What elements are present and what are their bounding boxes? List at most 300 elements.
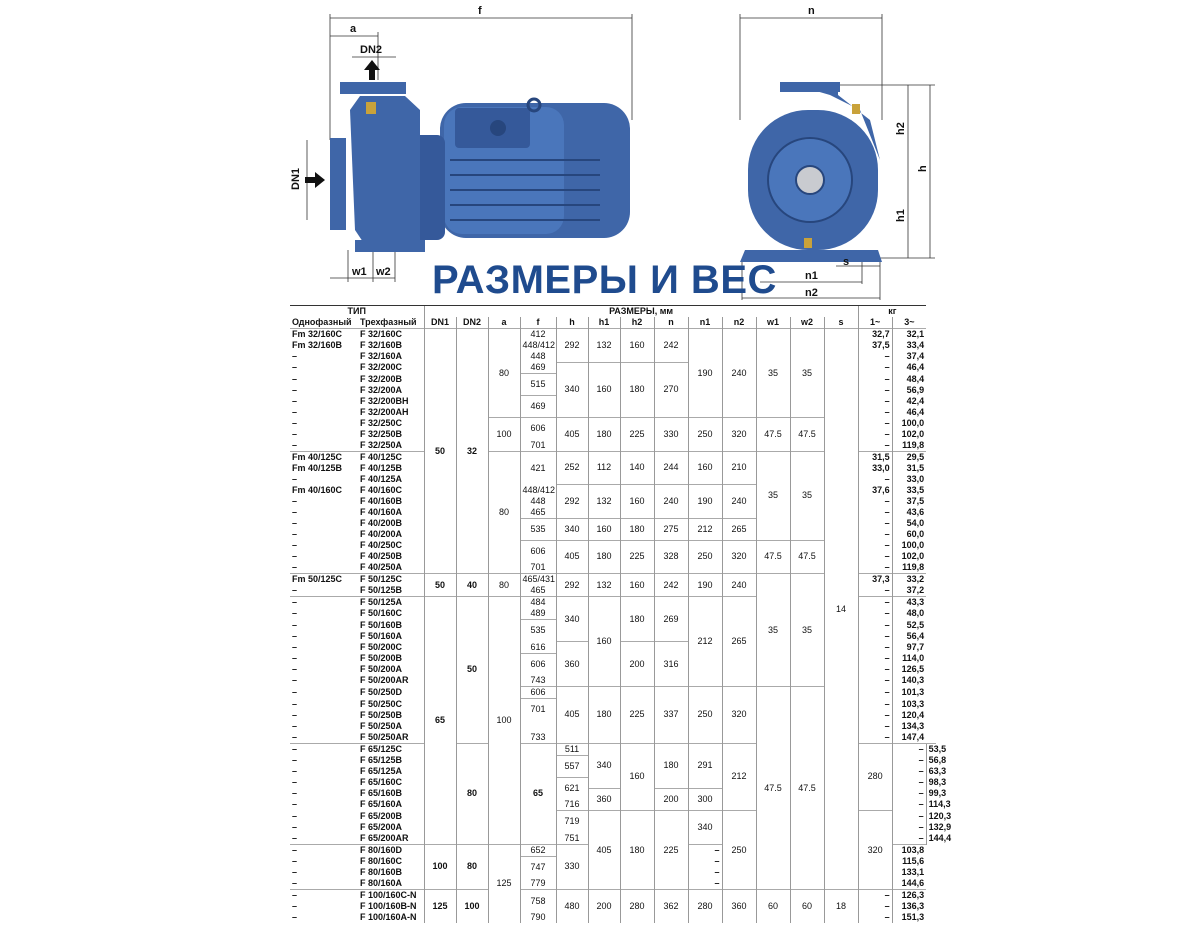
table-cell-merged: 47.5 [756,687,790,890]
table-cell-merged: 405 [556,687,588,744]
table-cell-merged: 180 [654,743,688,788]
weight-three-phase: 29,5 [892,451,926,463]
weight-single-phase: – [892,799,926,811]
weight-single-phase: – [688,856,722,867]
weight-three-phase: 56,4 [892,631,926,642]
model-single-phase: – [292,506,298,517]
table-cell-merged: 160 [620,485,654,519]
group-header-dims: РАЗМЕРЫ, мм [424,306,858,318]
model-single-phase: – [290,844,358,856]
table-cell-merged: 80 [488,329,520,418]
model-three-phase: F 50/250B [360,709,403,720]
model-single-phase: – [292,551,298,561]
model-single-phase: – [292,664,298,674]
model-three-phase: F 32/200AH [360,406,409,417]
model-three-phase: F 40/125B [360,462,403,473]
table-cell-merged: 40 [456,574,488,597]
col-header: DN2 [456,317,488,329]
table-cell-merged: 606 [520,540,556,562]
weight-three-phase: 37,2 [892,585,926,597]
weight-single-phase: – [858,675,892,687]
weight-three-phase: 102,0 [892,551,926,562]
table-cell-merged: 200 [620,642,654,687]
weight-single-phase: – [858,620,892,631]
label-f: f [478,5,482,17]
label-n: n [808,5,815,17]
table-cell-merged: 47.5 [790,418,824,452]
table-cell-merged: 621 [556,777,588,799]
table-cell-merged: 50 [424,329,456,574]
model-single-phase: – [292,687,298,697]
weight-three-phase: 43,6 [892,507,926,519]
weight-three-phase: 120,4 [892,710,926,721]
model-three-phase: F 80/160B [360,867,403,877]
cell-f: 743 [520,675,556,687]
weight-three-phase: 37,4 [892,351,926,362]
model-three-phase: F 40/160A [360,506,403,517]
weight-three-phase: 98,3 [926,777,936,788]
weight-three-phase: 103,8 [892,844,926,856]
table-cell-merged: 132 [588,329,620,363]
table-cell-merged: 421 [520,451,556,485]
weight-single-phase: – [858,585,892,597]
model-three-phase: F 65/125C [358,743,424,755]
model-single-phase: – [292,799,298,810]
model-single-phase: – [290,890,358,902]
model-three-phase: F 65/160A [360,799,403,810]
table-cell-merged: 405 [556,540,588,574]
table-cell-merged: 250 [688,687,722,744]
table-cell-merged: 65 [520,743,556,844]
table-cell-merged: 250 [722,811,756,890]
model-single-phase: Fm 40/160C [292,484,343,495]
cell-f: 779 [520,878,556,890]
table-cell-merged: 291 [688,743,722,788]
cell-f: 716 [556,799,588,811]
col-header: a [488,317,520,329]
col-header: f [520,317,556,329]
weight-single-phase: 31,5 [858,451,892,463]
model-single-phase: – [292,766,298,776]
cell-f: 448 [520,351,556,362]
weight-single-phase: – [858,496,892,507]
model-single-phase: – [292,777,298,787]
cell-f: 448 [520,496,556,507]
table-cell-merged: 47.5 [790,540,824,574]
table-cell-merged: 160 [588,518,620,540]
model-single-phase: – [292,878,298,888]
label-dn2: DN2 [360,44,383,56]
model-three-phase: F 50/200A [360,664,403,674]
weight-single-phase: – [858,732,892,744]
model-three-phase: F 50/250AR [360,731,409,742]
weight-three-phase: 56,8 [926,755,936,766]
table-cell-merged: 535 [520,518,556,540]
group-header-weight: кг [858,306,926,318]
table-cell-merged: 60 [790,890,824,924]
table-cell-merged: 606 [520,687,556,699]
model-single-phase: – [292,518,298,528]
model-three-phase: F 100/160A-N [360,912,417,922]
col-header: DN1 [424,317,456,329]
cell-f: 489 [520,608,556,620]
weight-single-phase: – [858,518,892,529]
table-cell-merged: 47.5 [756,540,790,574]
table-cell-merged: 270 [654,362,688,418]
model-three-phase: F 50/200AR [360,675,409,686]
weight-single-phase: – [892,777,926,788]
weight-single-phase: – [892,755,926,766]
weight-single-phase: – [858,631,892,642]
cell-f: 701 [520,440,556,452]
model-single-phase: – [292,384,298,395]
model-three-phase: F 50/250D [360,687,403,697]
model-single-phase: – [292,675,298,686]
model-single-phase: – [292,709,298,720]
model-three-phase: F 65/160C [360,777,403,787]
weight-single-phase: – [688,878,722,890]
weight-single-phase: – [858,562,892,574]
weight-three-phase: 33,2 [892,574,926,586]
table-cell-merged: 80 [456,844,488,890]
table-cell-merged: 80 [488,451,520,574]
model-single-phase: – [292,755,298,765]
table-cell-merged: 747 [520,856,556,878]
table-cell-merged: 480 [556,890,588,924]
table-cell-merged: 180 [620,362,654,418]
table-cell-merged: 360 [588,788,620,811]
model-three-phase: F 32/160C [358,329,424,341]
model-three-phase: F 80/160D [358,844,424,856]
table-cell-merged: 190 [688,574,722,597]
label-a: a [350,23,357,35]
weight-three-phase: 33,0 [892,474,926,485]
col-header: h1 [588,317,620,329]
model-single-phase: Fm 32/160B [292,340,343,350]
model-three-phase: F 32/250A [360,439,403,450]
model-three-phase: F 50/160A [360,630,403,641]
group-header-type: ТИП [290,306,424,318]
model-three-phase: F 100/160B-N [360,901,417,911]
col-header: 3~ [892,317,926,329]
model-single-phase: Fm 32/160C [290,329,358,341]
table-cell-merged: 35 [756,329,790,418]
weight-single-phase: – [858,699,892,710]
table-cell-merged: 240 [722,329,756,418]
model-three-phase: F 50/200B [360,653,403,663]
model-single-phase: Fm 40/125B [292,462,343,473]
weight-single-phase: – [688,867,722,878]
weight-three-phase: 134,3 [892,721,926,732]
weight-three-phase: 144,6 [892,878,926,890]
model-single-phase: – [292,912,298,922]
col-header: w2 [790,317,824,329]
col-header: 1~ [858,317,892,329]
table-cell-merged: 405 [588,811,620,890]
weight-single-phase: – [858,385,892,396]
col-header: s [824,317,858,329]
table-cell-merged: 18 [824,890,858,924]
table-cell-merged: 405 [556,418,588,452]
cell-f: 412 [520,329,556,341]
table-cell-merged: 340 [556,362,588,418]
cell-f: 465 [520,507,556,519]
table-cell-merged: 132 [588,574,620,597]
weight-three-phase: 115,6 [892,856,926,867]
model-single-phase: – [292,901,298,911]
weight-three-phase: 32,1 [892,329,926,341]
cell-f: 465/431 [520,574,556,586]
table-cell-merged: 242 [654,329,688,363]
label-s: s [843,256,850,268]
model-single-phase: – [292,428,298,439]
table-cell-merged: 606 [520,653,556,675]
table-cell-merged: 250 [688,418,722,452]
cell-f [520,721,556,732]
cell-f: 469 [520,362,556,374]
table-cell-merged: 515 [520,374,556,396]
table-cell-merged: 535 [520,620,556,642]
weight-single-phase: – [858,664,892,675]
model-three-phase: F 40/125C [358,451,424,463]
label-dn1: DN1 [290,167,302,190]
table-cell-merged: 360 [722,890,756,924]
table-cell-merged: 320 [722,540,756,574]
weight-three-phase: 114,3 [926,799,936,811]
weight-single-phase: – [858,890,892,902]
weight-single-phase: – [858,440,892,452]
weight-single-phase: – [858,653,892,664]
weight-single-phase: – [858,687,892,699]
weight-three-phase: 114,0 [892,653,926,664]
table-cell-merged: 80 [456,743,488,844]
cell-f: 484 [520,597,556,609]
model-single-phase: – [292,406,298,417]
table-cell-merged: 320 [858,811,892,890]
model-single-phase: – [292,867,298,877]
weight-single-phase: 37,3 [858,574,892,586]
table-cell-merged: 212 [688,518,722,540]
model-three-phase: F 50/250A [360,720,403,731]
model-three-phase: F 32/200B [360,373,403,384]
col-header: Трехфазный [360,317,417,327]
model-three-phase: F 50/160B [360,619,403,630]
weight-single-phase: 33,0 [858,463,892,474]
table-cell-merged: 252 [556,451,588,485]
model-three-phase: F 50/250C [360,698,403,709]
model-single-phase: – [290,743,358,755]
table-cell-merged: 225 [620,540,654,574]
model-single-phase: – [292,641,298,652]
weight-three-phase: 126,5 [892,664,926,675]
table-cell-merged: 240 [722,485,756,519]
table-cell-merged: 100 [488,597,520,845]
table-cell-merged: 240 [654,485,688,519]
weight-three-phase: 31,5 [892,463,926,474]
model-single-phase: – [292,608,298,619]
model-three-phase: F 32/250B [360,428,403,439]
label-h: h [917,165,929,172]
table-cell-merged: 265 [722,518,756,540]
model-single-phase: – [292,585,298,595]
weight-three-phase: 46,4 [892,407,926,418]
table-cell-merged: 47.5 [756,418,790,452]
table-cell-merged: 225 [654,811,688,890]
weight-three-phase: 120,3 [926,811,936,822]
label-n1: n1 [805,270,818,282]
label-w1: w1 [352,266,367,278]
weight-single-phase: 37,6 [858,485,892,496]
model-three-phase: F 65/160B [360,788,403,798]
weight-three-phase: 100,0 [892,418,926,429]
model-single-phase: – [292,362,298,373]
model-three-phase: F 40/250C [360,540,403,550]
weight-single-phase: 32,7 [858,329,892,341]
table-cell-merged: 212 [688,597,722,687]
model-single-phase: – [290,597,358,609]
weight-single-phase: – [858,429,892,440]
weight-single-phase: – [858,710,892,721]
weight-three-phase: 48,4 [892,374,926,385]
table-cell-merged: 200 [654,788,688,811]
table-cell-merged: 200 [588,890,620,924]
table-cell-merged: 180 [588,540,620,574]
table-cell-merged: 180 [620,811,654,890]
table-cell-merged: 65 [424,597,456,845]
weight-three-phase: 119,8 [892,440,926,452]
table-cell-merged: 340 [588,743,620,788]
weight-single-phase: – [858,608,892,620]
label-h1: h1 [895,209,907,222]
table-row [290,890,936,902]
weight-three-phase: 97,7 [892,642,926,654]
model-three-phase: F 50/125A [358,597,424,609]
weight-three-phase: 133,1 [892,867,926,878]
table-row [290,329,936,341]
table-cell-merged: 280 [858,743,892,811]
table-cell-merged: 242 [654,574,688,597]
model-three-phase: F 50/125C [358,574,424,586]
table-cell-merged: 35 [790,574,824,687]
table-cell-merged: 606 [520,418,556,440]
model-single-phase: – [292,698,298,709]
table-cell-merged: 14 [824,329,858,890]
model-three-phase: F 80/160A [360,878,403,888]
weight-single-phase: – [858,551,892,562]
model-three-phase: F 40/200B [360,518,403,528]
weight-three-phase: 60,0 [892,529,926,540]
model-single-phase: – [292,821,298,832]
weight-single-phase: 37,5 [858,340,892,351]
table-cell-merged: 269 [654,597,688,642]
table-cell-merged: 250 [688,540,722,574]
table-cell-merged: 300 [688,788,722,811]
cell-f: 448/412 [520,485,556,496]
table-cell-merged: 32 [456,329,488,574]
model-three-phase: F 65/125A [360,766,403,776]
cell-f: 511 [556,743,588,755]
weight-three-phase: 54,0 [892,518,926,529]
model-three-phase: F 40/250B [360,551,403,561]
table-cell-merged: 180 [620,597,654,642]
model-single-phase: – [292,630,298,641]
weight-single-phase: – [858,642,892,654]
model-single-phase: – [292,540,298,550]
table-cell-merged: 50 [456,597,488,744]
model-single-phase: – [292,810,298,821]
table-cell-merged: 160 [620,743,654,811]
table-cell-merged: 330 [556,844,588,890]
weight-single-phase: – [858,507,892,519]
model-single-phase: – [292,373,298,384]
weight-single-phase: – [858,351,892,362]
weight-three-phase: 144,4 [926,833,936,845]
model-single-phase: – [292,395,298,406]
pump-dimension-drawing [0,0,1200,300]
weight-single-phase: – [858,418,892,429]
table-cell-merged: 280 [620,890,654,924]
model-single-phase: – [292,653,298,663]
table-cell-merged: 244 [654,451,688,485]
weight-single-phase: – [858,597,892,609]
model-single-phase: – [292,495,298,506]
table-cell-merged: 190 [688,329,722,418]
weight-single-phase: – [858,362,892,374]
model-three-phase: F 40/160C [360,484,403,495]
table-cell-merged: 340 [556,597,588,642]
cell-f: 465 [520,585,556,597]
col-header: Однофазный [292,317,352,327]
model-three-phase: F 50/125B [360,585,403,595]
table-cell-merged: 100 [456,890,488,924]
model-three-phase: F 40/200A [360,529,403,539]
weight-single-phase: – [858,374,892,385]
table-cell-merged: 160 [620,574,654,597]
weight-three-phase: 43,3 [892,597,926,609]
table-cell-merged: 180 [588,418,620,452]
weight-three-phase: 48,0 [892,608,926,620]
table-cell-merged: 60 [756,890,790,924]
model-three-phase: F 65/125B [360,755,403,765]
table-cell-merged: 160 [620,329,654,363]
cell-f: 616 [520,642,556,654]
weight-single-phase: – [858,474,892,485]
table-cell-merged: 35 [790,451,824,540]
weight-three-phase: 103,3 [892,699,926,710]
model-three-phase: F 80/160C [360,856,403,866]
model-single-phase: – [292,529,298,539]
weight-single-phase: – [858,540,892,551]
table-cell-merged: 275 [654,518,688,540]
weight-single-phase: – [892,811,926,822]
weight-single-phase: – [892,788,926,799]
weight-three-phase: 99,3 [926,788,936,799]
table-cell-merged: 292 [556,485,588,519]
table-cell-merged: 160 [688,451,722,485]
table-cell-merged: 330 [654,418,688,452]
table-cell-merged: 160 [588,362,620,418]
table-cell-merged: 140 [620,451,654,485]
model-single-phase: Fm 40/125C [290,451,358,463]
model-single-phase: – [292,720,298,731]
model-three-phase: F 65/200B [360,810,403,821]
weight-three-phase: 126,3 [892,890,926,902]
model-three-phase: F 32/160A [360,351,403,361]
cell-f: 448/412 [520,340,556,351]
model-three-phase: F 32/200BH [360,395,409,406]
table-cell-merged: 47.5 [790,687,824,890]
table-cell-merged: 225 [620,418,654,452]
